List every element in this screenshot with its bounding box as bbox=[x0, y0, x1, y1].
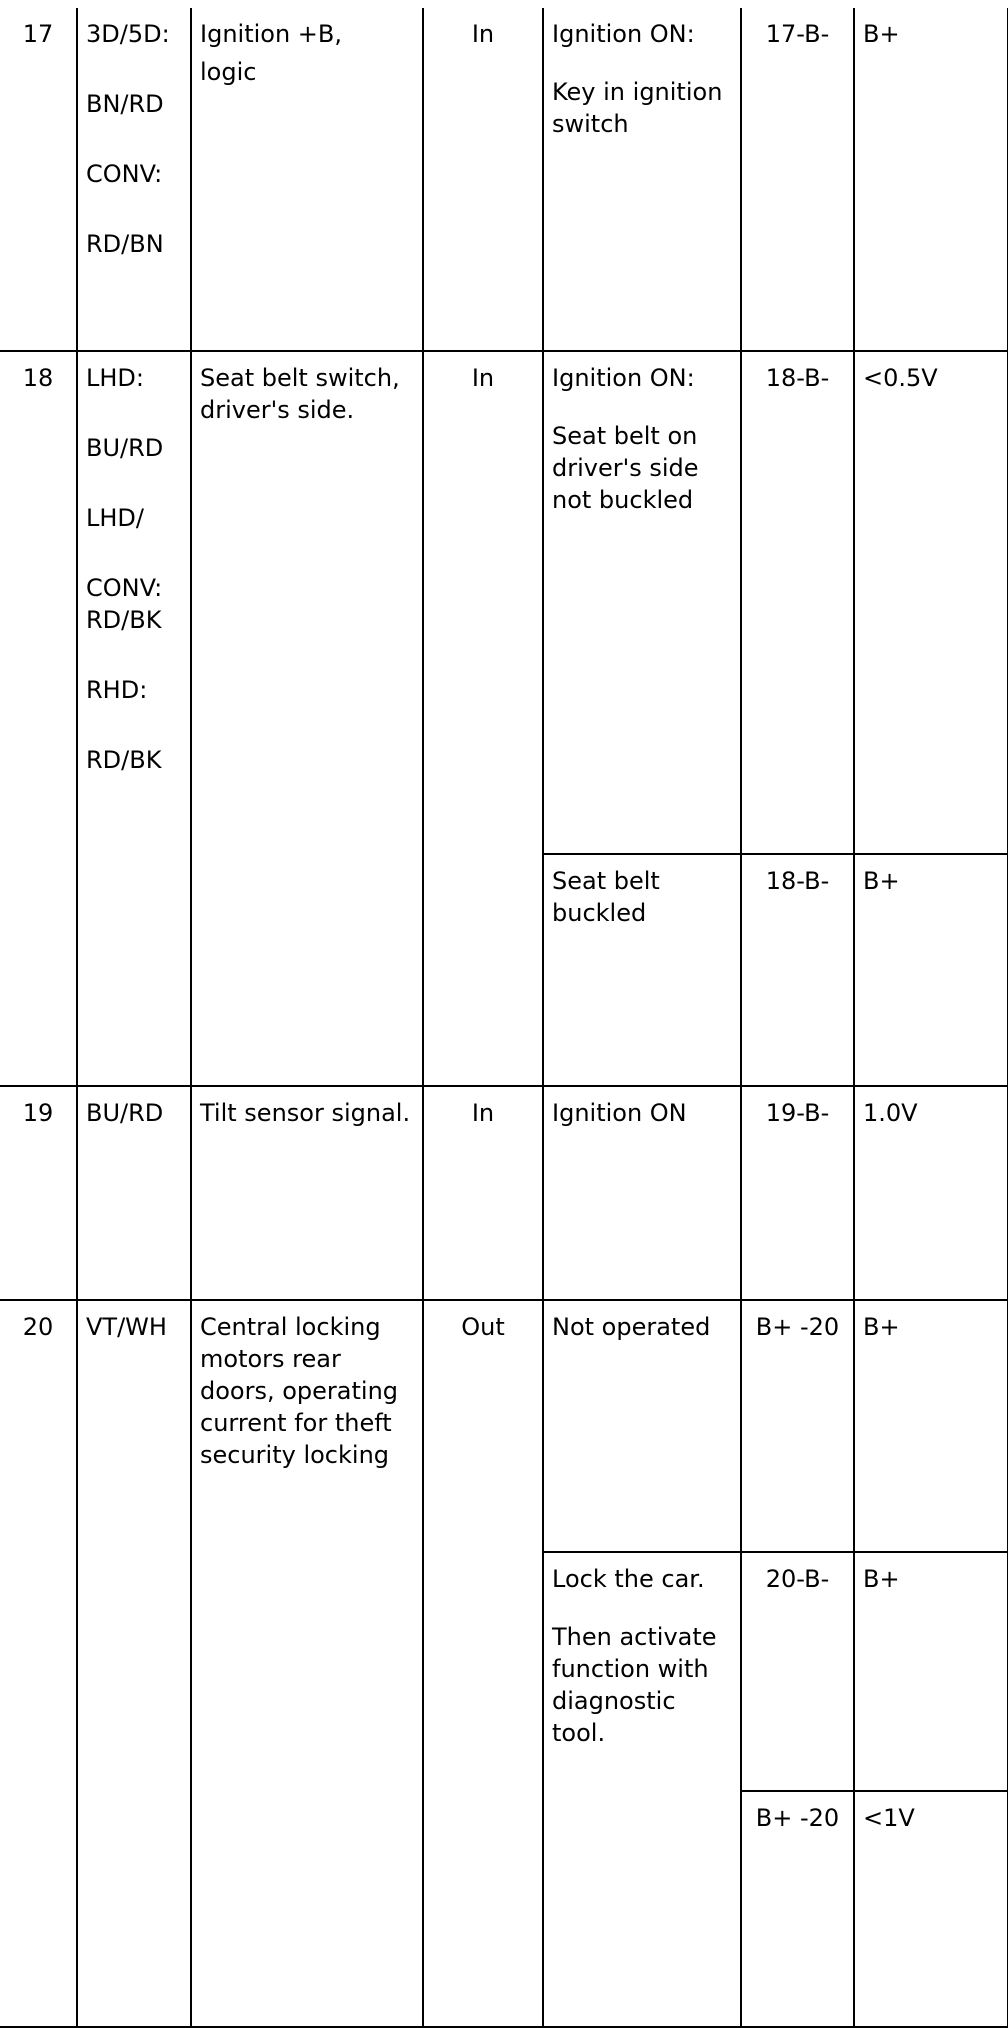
wire-color bbox=[77, 8, 191, 351]
nominal-value: <1V bbox=[854, 1791, 1008, 2027]
wire-variant-label: 3D/5D: bbox=[86, 20, 170, 48]
measuring-terminals: 17-B- bbox=[741, 8, 854, 351]
test-condition: Not operated bbox=[543, 1300, 741, 1552]
measuring-terminals: 18-B- bbox=[741, 854, 854, 1086]
condition-line: Seat belt buckled bbox=[552, 867, 660, 927]
signal-direction: Out bbox=[423, 1300, 543, 2027]
nominal-value: <0.5V bbox=[854, 351, 1008, 854]
pin-number: 20 bbox=[0, 1300, 77, 2027]
signal-direction: In bbox=[423, 1086, 543, 1300]
measuring-terminals: B+ -20 bbox=[741, 1300, 854, 1552]
pin-description: Seat belt switch, driver's side. bbox=[191, 351, 423, 1086]
table-row-pin-17 bbox=[0, 8, 1008, 351]
pin-table bbox=[0, 8, 1008, 2028]
pin-number: 18 bbox=[0, 351, 77, 1086]
pin-number: 19 bbox=[0, 1086, 77, 1300]
signal-direction: In bbox=[423, 351, 543, 1086]
condition-line: Ignition ON: bbox=[552, 364, 695, 392]
test-condition bbox=[543, 1552, 741, 2027]
table-row-pin-20 bbox=[0, 1300, 1008, 1552]
test-condition bbox=[543, 854, 741, 1086]
wire-color-code: RD/BK bbox=[86, 746, 162, 774]
condition-line: Seat belt on driver's side not buckled bbox=[552, 422, 699, 514]
test-condition: Ignition ON bbox=[543, 1086, 741, 1300]
nominal-value: B+ bbox=[854, 1300, 1008, 1552]
wire-variant-label: CONV: RD/BK bbox=[86, 574, 163, 634]
table-row-pin-19 bbox=[0, 1086, 1008, 1300]
wire-color: VT/WH bbox=[77, 1300, 191, 2027]
condition-line: Key in ignition switch bbox=[552, 78, 723, 138]
measuring-terminals: 18-B- bbox=[741, 351, 854, 854]
wire-variant-label: CONV: bbox=[86, 160, 163, 188]
wire-variant-label: LHD/ bbox=[86, 504, 144, 532]
wire-color-code: BN/RD bbox=[86, 90, 164, 118]
nominal-value: 1.0V bbox=[854, 1086, 1008, 1300]
nominal-value: B+ bbox=[854, 1552, 1008, 1791]
description-line: logic bbox=[200, 58, 257, 86]
wire-color: BU/RD bbox=[77, 1086, 191, 1300]
table-row-pin-18 bbox=[0, 351, 1008, 854]
signal-direction: In bbox=[423, 8, 543, 351]
pin-description: Central locking motors rear doors, operating current for theft security locking bbox=[191, 1300, 423, 2027]
test-condition bbox=[543, 351, 741, 854]
wire-color-code: RD/BN bbox=[86, 230, 164, 258]
condition-line: Then activate function with diagnostic tool. bbox=[552, 1623, 717, 1747]
pin-description: Tilt sensor signal. bbox=[191, 1086, 423, 1300]
condition-line: Ignition ON: bbox=[552, 20, 695, 48]
nominal-value: B+ bbox=[854, 8, 1008, 351]
measuring-terminals: 20-B- bbox=[741, 1552, 854, 1791]
condition-line: Lock the car. bbox=[552, 1565, 705, 1593]
measuring-terminals: 19-B- bbox=[741, 1086, 854, 1300]
wire-color bbox=[77, 351, 191, 1086]
description-line: Ignition +B, bbox=[200, 20, 342, 48]
wire-variant-label: LHD: bbox=[86, 364, 144, 392]
test-condition bbox=[543, 8, 741, 351]
pin-number: 17 bbox=[0, 8, 77, 351]
measuring-terminals: B+ -20 bbox=[741, 1791, 854, 2027]
pin-description bbox=[191, 8, 423, 351]
wire-color-code: BU/RD bbox=[86, 434, 164, 462]
wire-variant-label: RHD: bbox=[86, 676, 148, 704]
nominal-value: B+ bbox=[854, 854, 1008, 1086]
